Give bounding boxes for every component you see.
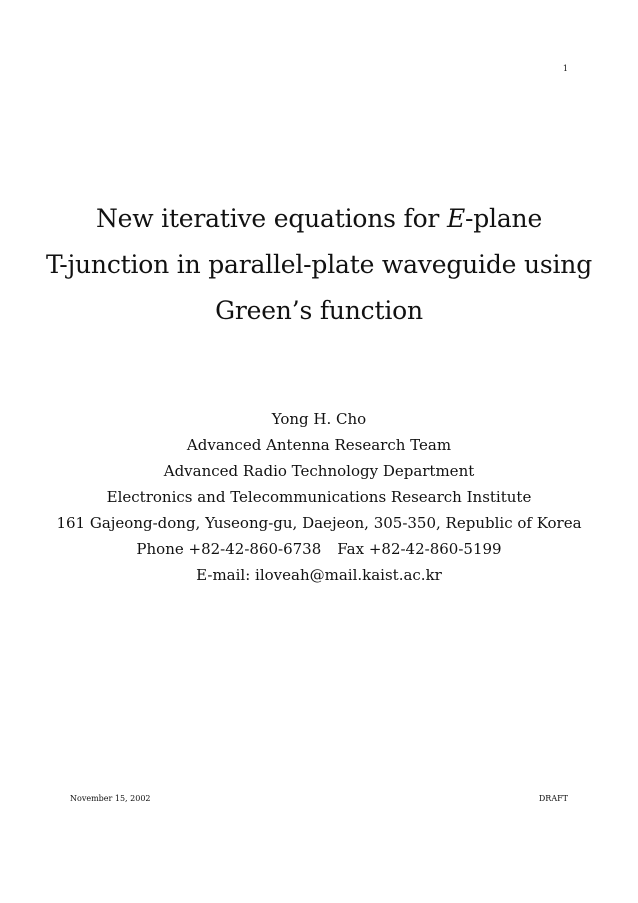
- title-line-2: T-junction in parallel-plate waveguide using: [45, 250, 593, 279]
- author-department: Advanced Radio Technology Department: [163, 462, 475, 480]
- author-email: E-mail: iloveah@mail.kaist.ac.kr: [196, 566, 442, 584]
- author-fax: Fax +82-42-860-5199: [337, 540, 502, 558]
- author-block: [0, 406, 638, 588]
- title-line-1: [0, 196, 638, 242]
- author-name: Yong H. Cho: [271, 410, 367, 428]
- page-number: 1: [562, 64, 568, 73]
- paper-title: [0, 196, 638, 334]
- author-phone: Phone +82-42-860-6738: [136, 540, 322, 558]
- contact-line: [0, 536, 638, 562]
- footer-status: DRAFT: [538, 794, 568, 803]
- title-line-1-suffix: -plane: [465, 204, 543, 233]
- page-footer: [70, 794, 568, 803]
- title-line-3: Green’s function: [215, 296, 423, 325]
- author-address: 161 Gajeong-dong, Yuseong-gu, Daejeon, 305-350, Republic of Korea: [56, 514, 582, 532]
- title-math-symbol: E: [446, 204, 465, 233]
- author-institute: Electronics and Telecommunications Research Institute: [106, 488, 532, 506]
- author-team: Advanced Antenna Research Team: [186, 436, 452, 454]
- title-line-1-prefix: New iterative equations for: [95, 204, 447, 233]
- footer-date: November 15, 2002: [70, 794, 151, 803]
